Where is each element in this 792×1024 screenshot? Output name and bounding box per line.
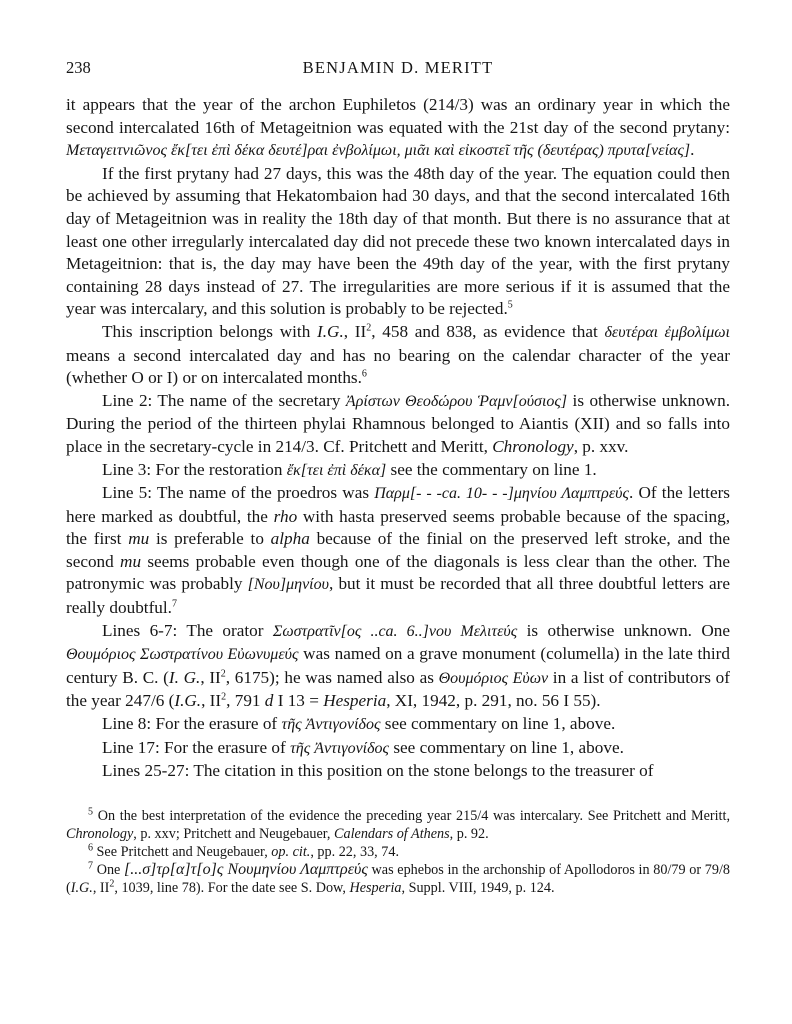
paragraph-3 bbox=[66, 321, 730, 390]
citation: I.G. bbox=[70, 879, 93, 896]
footnote-number: 6 bbox=[88, 842, 93, 854]
greek-text: [Νου]μηνίου bbox=[247, 576, 329, 594]
italic-term: mu bbox=[128, 529, 150, 549]
text: If the first prytany had 27 days, this was the 48th day of the year. The equation could then be achieved by assuming that Hekatombaion had 30 days, and that the second intercalated 16th day of Metageitnion was in reality the 18th day of that month. But there is no assurance that at least one other irregularly intercalated day did not precede these two known intercalated days in Metageitnion: that is, the day may have been the 49th day of the year, with the first prytany containing 28 days instead of 27. The irregularities are more serious if it is assumed that the year was intercalary, and this solution is probably to be rejected. bbox=[66, 163, 730, 319]
text: is preferable to bbox=[149, 529, 271, 549]
text: , p. 92. bbox=[449, 825, 489, 842]
text: was named on a grave monument (columella) in the late third century B. C. ( bbox=[66, 644, 730, 687]
journal-page bbox=[66, 58, 730, 897]
article-body bbox=[66, 94, 730, 783]
footnote-5 bbox=[66, 807, 730, 843]
paragraph-1 bbox=[66, 94, 730, 163]
greek-text: Σωστρατῖν[ος ..ca. 6..]νου Μελιτεύς bbox=[272, 622, 518, 640]
text: . Of the letters here marked as doubtful, the bbox=[66, 483, 730, 526]
citation: Calendars of Athens bbox=[334, 825, 450, 842]
citation: I.G. bbox=[317, 321, 344, 341]
text: means a second intercalated day and has no bearing on the calendar character of the year (whether O or I) or on intercalated months. bbox=[66, 345, 730, 388]
text: , II bbox=[200, 667, 221, 687]
text: , II bbox=[92, 879, 110, 896]
paragraph-line-3 bbox=[66, 459, 730, 483]
text: in a list of contributors of the year 247/6 ( bbox=[66, 667, 730, 711]
text: is otherwise unknown. During the period of the thirteen phylai Rhamnous belonged to Aiantis (XII) and so falls into place in the secretary-cycle in 214/3. Cf. Pritchett and Meritt, bbox=[66, 390, 730, 456]
text: Line 17: For the erasure of bbox=[102, 737, 291, 757]
text: because of the finial on the preserved left stroke, and the second bbox=[66, 529, 731, 571]
footnote-ref-7[interactable]: 7 bbox=[171, 598, 177, 610]
text: On the best interpretation of the evidence the preceding year 215/4 was intercalary. See Pritchett and Meritt, bbox=[93, 807, 730, 824]
text: , Suppl. VIII, 1949, p. 124. bbox=[401, 879, 555, 896]
text: with hasta preserved seems probable because of the spacing, the first bbox=[66, 506, 730, 549]
paragraph-line-8 bbox=[66, 713, 730, 737]
text: Line 5: The name of the proedros was bbox=[102, 483, 375, 503]
footnote-7 bbox=[66, 861, 730, 897]
text: Lines 25-27: The citation in this position on the stone belongs to the treasurer of bbox=[102, 761, 654, 781]
text: , II bbox=[343, 321, 367, 341]
text: Line 2: The name of the secretary bbox=[102, 390, 346, 410]
footnote-ref-5[interactable]: 5 bbox=[507, 299, 513, 311]
footnote-number: 7 bbox=[88, 860, 93, 872]
text: , 6175); he was named also as bbox=[225, 667, 439, 687]
text: This inscription belongs with bbox=[102, 321, 318, 341]
text: , p. xxv; Pritchett and Neugebauer, bbox=[133, 825, 335, 842]
superscript: 2 bbox=[109, 878, 115, 890]
text: , pp. 22, 33, 74. bbox=[310, 843, 399, 860]
paragraph-line-2 bbox=[66, 390, 730, 459]
text: see commentary on line 1, above. bbox=[380, 714, 616, 734]
footnote-ref-6[interactable]: 6 bbox=[361, 368, 367, 380]
text: Lines 6-7: The orator bbox=[102, 620, 273, 640]
citation: Chronology bbox=[66, 825, 134, 842]
text: , 458 and 838, as evidence that bbox=[371, 321, 605, 341]
footnote-number: 5 bbox=[88, 806, 93, 818]
text: , 1039, line 78). For the date see S. Dow, bbox=[114, 879, 350, 896]
greek-text: Θουμόριος Εὐων bbox=[438, 669, 549, 687]
paragraph-line-5 bbox=[66, 482, 730, 620]
greek-text: τῆς Ἀντιγονίδος bbox=[281, 716, 381, 734]
paragraph-lines-25-27 bbox=[66, 760, 730, 783]
text: , but it must be recorded that all three doubtful letters are really doubtful. bbox=[66, 574, 730, 618]
greek-text: τῆς Ἀντιγονίδος bbox=[290, 739, 390, 757]
greek-text: ἔκ[τει ἐπὶ δέκα] bbox=[286, 461, 387, 479]
greek-text: δευτέραι ἐμβολίμωι bbox=[604, 323, 730, 341]
footnotes bbox=[66, 807, 730, 897]
text: is otherwise unknown. One bbox=[517, 620, 730, 640]
text: , XI, 1942, p. 291, no. 56 I 55). bbox=[386, 691, 601, 711]
italic-term: mu bbox=[120, 551, 142, 571]
italic-term: d bbox=[264, 691, 274, 711]
citation: Hesperia bbox=[323, 691, 387, 711]
citation: Hesperia bbox=[349, 879, 402, 896]
greek-text: Μεταγειτνιῶνος ἔκ[τει ἐπὶ δέκα δευτέ]ραι ἐνβολίμωι, μιᾶι καὶ εἰκοστεῖ τῆς (δευτέρας) πρυτα[νείας] bbox=[66, 142, 691, 160]
text: See Pritchett and Neugebauer, bbox=[93, 843, 272, 860]
greek-text: Παρμ[- - -ca. 10- - -]μηνίου Λαμπτρεύς bbox=[374, 485, 629, 503]
text: seems probable even though one of the diagonals is less clear than the other. The patronymic was probably bbox=[66, 551, 731, 594]
paragraph-line-17 bbox=[66, 737, 730, 761]
italic-term: rho bbox=[273, 506, 298, 526]
citation: Chronology bbox=[492, 436, 574, 456]
text: One bbox=[93, 861, 125, 878]
greek-text: Θουμόριος Σωστρατίνου Εὐωνυμεύς bbox=[66, 646, 299, 664]
text: see the commentary on line 1. bbox=[386, 459, 597, 479]
superscript: 2 bbox=[220, 668, 226, 680]
citation: op. cit. bbox=[271, 843, 311, 860]
greek-text: Ἀρίστων Θεοδώρου Ῥαμν[ούσιος] bbox=[345, 392, 568, 410]
paragraph-2 bbox=[66, 163, 730, 321]
running-head: BENJAMIN D. MERITT bbox=[302, 58, 494, 77]
page-number: 238 bbox=[66, 58, 91, 77]
superscript: 2 bbox=[366, 322, 372, 334]
greek-text: [...σ]τρ[α]τ[ο]ς Νουμηνίου Λαμπτρεύς bbox=[124, 860, 368, 878]
superscript: 2 bbox=[221, 691, 227, 703]
text: it appears that the year of the archon Euphiletos (214/3) was an ordinary year in which the second intercalated 16th of Metageitnion was equated with the 21st day of the second prytany: bbox=[66, 95, 730, 137]
page-header bbox=[66, 58, 730, 84]
text: I 13 = bbox=[273, 691, 324, 711]
text: see commentary on line 1, above. bbox=[389, 737, 624, 757]
text: Line 3: For the restoration bbox=[102, 459, 287, 479]
paragraph-lines-6-7 bbox=[66, 620, 730, 713]
text: , II bbox=[201, 691, 222, 711]
italic-term: alpha bbox=[270, 529, 310, 549]
text: Line 8: For the erasure of bbox=[102, 714, 282, 734]
text: . bbox=[690, 140, 695, 160]
text: , p. xxv. bbox=[573, 436, 629, 456]
text: , 791 bbox=[226, 691, 265, 711]
citation: I.G. bbox=[174, 691, 202, 711]
citation: I. G. bbox=[168, 667, 201, 687]
text: was ephebos in the archonship of Apollodoros in 80/79 or 79/8 ( bbox=[66, 861, 731, 896]
footnote-6 bbox=[66, 843, 730, 861]
